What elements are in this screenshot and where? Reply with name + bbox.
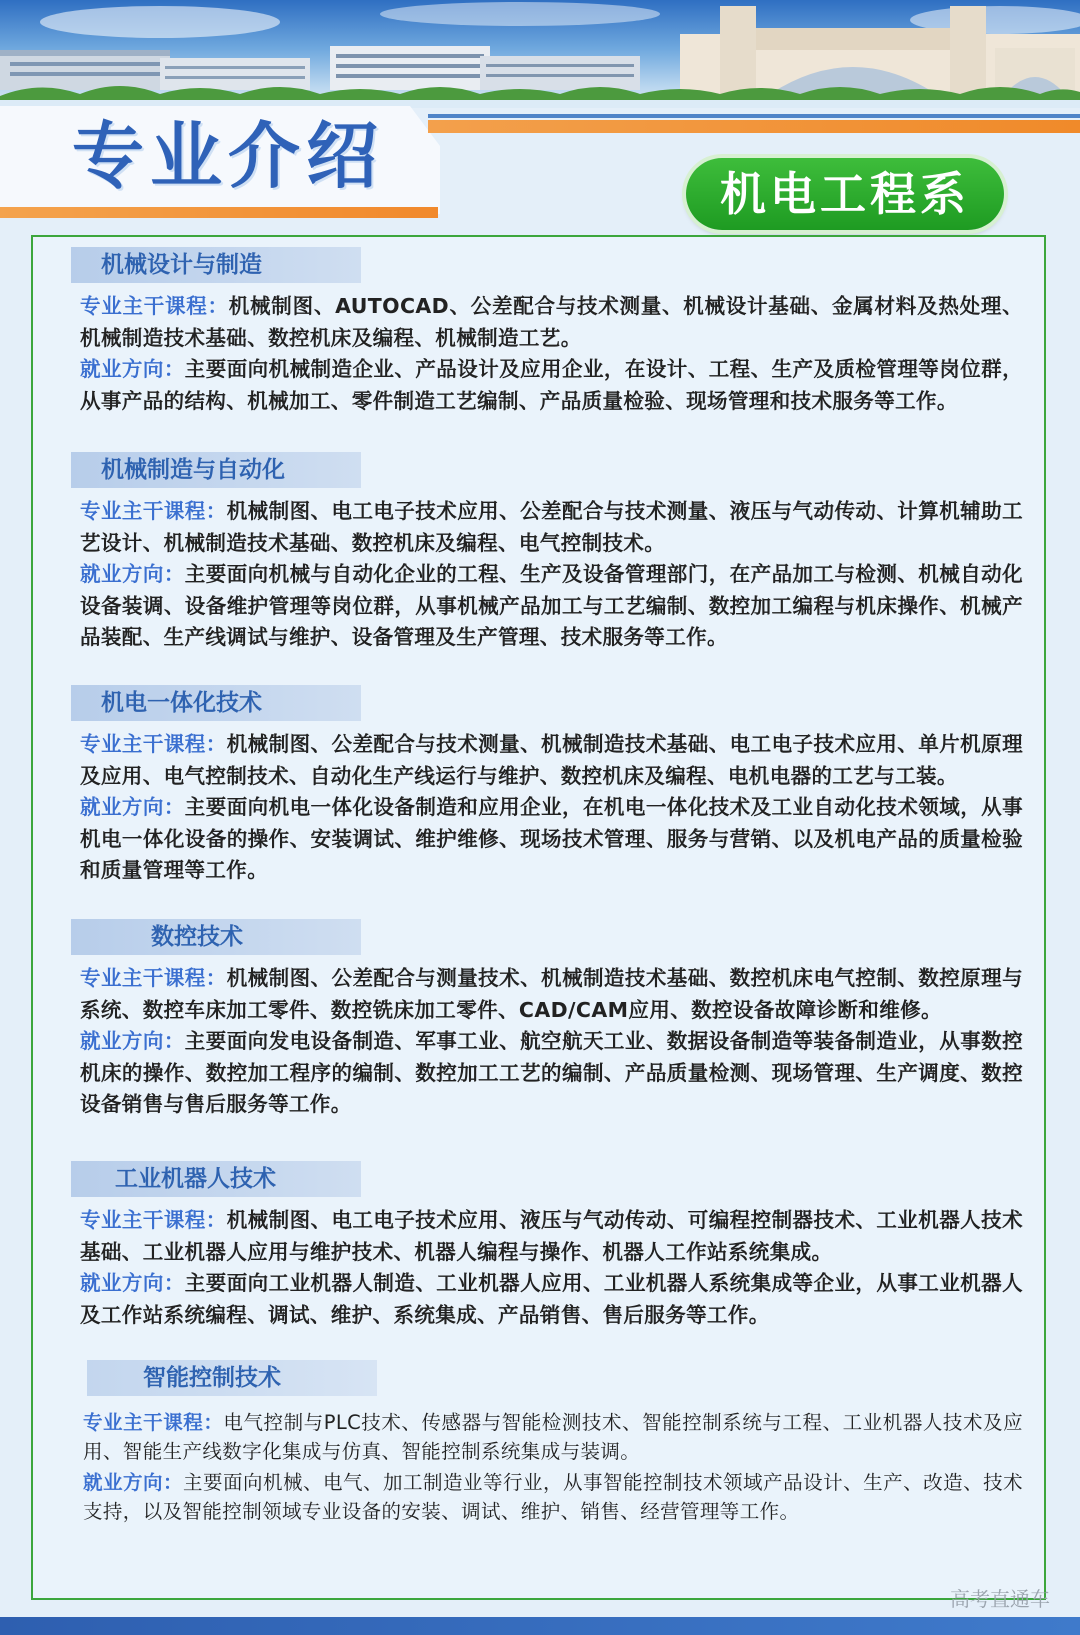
major-title: 机械设计与制造 — [71, 247, 361, 283]
courses-paragraph — [33, 1408, 1023, 1466]
career-label: 就业方向： — [80, 795, 185, 819]
career-label: 就业方向： — [80, 357, 185, 381]
major-list-panel — [31, 235, 1046, 1600]
campus-skyline-illustration — [0, 0, 1080, 108]
campus-banner — [0, 0, 1080, 108]
courses-paragraph — [33, 1205, 1023, 1268]
courses-text: 机械制图、电工电子技术应用、液压与气动传动、可编程控制器技术、工业机器人技术基础、工业机器人应用与维护技术、机器人编程与操作、机器人工作站系统集成。 — [80, 1208, 1023, 1264]
courses-label: 专业主干课程： — [80, 732, 227, 756]
career-label: 就业方向： — [80, 1271, 185, 1295]
career-text: 主要面向发电设备制造、军事工业、航空航天工业、数据设备制造等装备制造业，从事数控机床的操作、数控加工程序的编制、数控加工工艺的编制、产品质量检测、现场管理、生产调度、数控设备销售与售后服务等工作。 — [80, 1029, 1024, 1116]
courses-paragraph — [33, 729, 1023, 792]
courses-label: 专业主干课程： — [80, 966, 227, 990]
career-text: 主要面向机械制造企业、产品设计及应用企业，在设计、工程、生产及质检管理等岗位群，从事产品的结构、机械加工、零件制造工艺编制、产品质量检验、现场管理和技术服务等工作。 — [80, 357, 1024, 413]
courses-paragraph — [33, 291, 1023, 354]
major-section-mechanical-design — [33, 247, 1044, 417]
major-section-mechatronics — [33, 685, 1044, 887]
courses-paragraph — [33, 496, 1023, 559]
courses-text: 电气控制与PLC技术、传感器与智能检测技术、智能控制系统与工程、工业机器人技术及应用、智能生产线数字化集成与仿真、智能控制系统集成与装调。 — [83, 1411, 1023, 1463]
major-section-cnc — [33, 919, 1044, 1121]
major-title: 智能控制技术 — [87, 1360, 377, 1396]
major-section-intelligent-control — [33, 1360, 1044, 1526]
career-label: 就业方向： — [80, 1029, 185, 1053]
courses-label: 专业主干课程： — [80, 499, 227, 523]
courses-text: 机械制图、AUTOCAD、公差配合与技术测量、机械设计基础、金属材料及热处理、机械制造技术基础、数控机床及编程、机械制造工艺。 — [80, 294, 1023, 350]
header-accent-line-bottom — [0, 207, 438, 218]
career-paragraph — [33, 792, 1023, 887]
courses-text: 机械制图、公差配合与技术测量、机械制造技术基础、电工电子技术应用、单片机原理及应用、电气控制技术、自动化生产线运行与维护、数控机床及编程、电机电器的工艺与工装。 — [80, 732, 1023, 788]
header-accent-line-top — [428, 120, 1080, 133]
courses-text: 机械制图、电工电子技术应用、公差配合与技术测量、液压与气动传动、计算机辅助工艺设计、机械制造技术基础、数控机床及编程、电气控制技术。 — [80, 499, 1023, 555]
career-paragraph — [33, 559, 1023, 654]
career-text: 主要面向机电一体化设备制造和应用企业，在机电一体化技术及工业自动化技术领域，从事机电一体化设备的操作、安装调试、维护维修、现场技术管理、服务与营销、以及机电产品的质量检验和质量管理等工作。 — [80, 795, 1024, 882]
career-label: 就业方向： — [83, 1471, 184, 1494]
major-title: 机械制造与自动化 — [71, 452, 361, 488]
major-title: 数控技术 — [71, 919, 361, 955]
courses-text: 机械制图、公差配合与测量技术、机械制造技术基础、数控机床电气控制、数控原理与系统、数控车床加工零件、数控铣床加工零件、CAD/CAM应用、数控设备故障诊断和维修。 — [80, 966, 1023, 1022]
career-text: 主要面向机械、电气、加工制造业等行业，从事智能控制技术领域产品设计、生产、改造、技术支持，以及智能控制领域专业设备的安装、调试、维护、销售、经营管理等工作。 — [83, 1471, 1023, 1523]
career-paragraph — [33, 1026, 1023, 1121]
page-title: 专业介绍 — [72, 114, 385, 198]
career-text: 主要面向机械与自动化企业的工程、生产及设备管理部门，在产品加工与检测、机械自动化设备装调、设备维护管理等岗位群，从事机械产品加工与工艺编制、数控加工编程与机床操作、机械产品装配、生产线调试与维护、设备管理及生产管理、技术服务等工作。 — [80, 562, 1024, 649]
courses-paragraph — [33, 963, 1023, 1026]
department-badge: 机电工程系 — [686, 158, 1004, 230]
major-title: 机电一体化技术 — [71, 685, 361, 721]
watermark: 高考直通车 — [950, 1587, 1050, 1611]
career-paragraph — [33, 354, 1023, 417]
bottom-bar — [0, 1617, 1080, 1635]
career-text: 主要面向工业机器人制造、工业机器人应用、工业机器人系统集成等企业，从事工业机器人及工作站系统编程、调试、维护、系统集成、产品销售、售后服务等工作。 — [80, 1271, 1024, 1327]
career-paragraph — [33, 1268, 1023, 1331]
major-section-manufacturing-automation — [33, 452, 1044, 654]
career-paragraph — [33, 1468, 1023, 1526]
courses-label: 专业主干课程： — [80, 1208, 227, 1232]
courses-label: 专业主干课程： — [83, 1411, 224, 1434]
career-label: 就业方向： — [80, 562, 185, 586]
courses-label: 专业主干课程： — [80, 294, 229, 318]
major-section-industrial-robotics — [33, 1161, 1044, 1331]
major-title: 工业机器人技术 — [71, 1161, 361, 1197]
